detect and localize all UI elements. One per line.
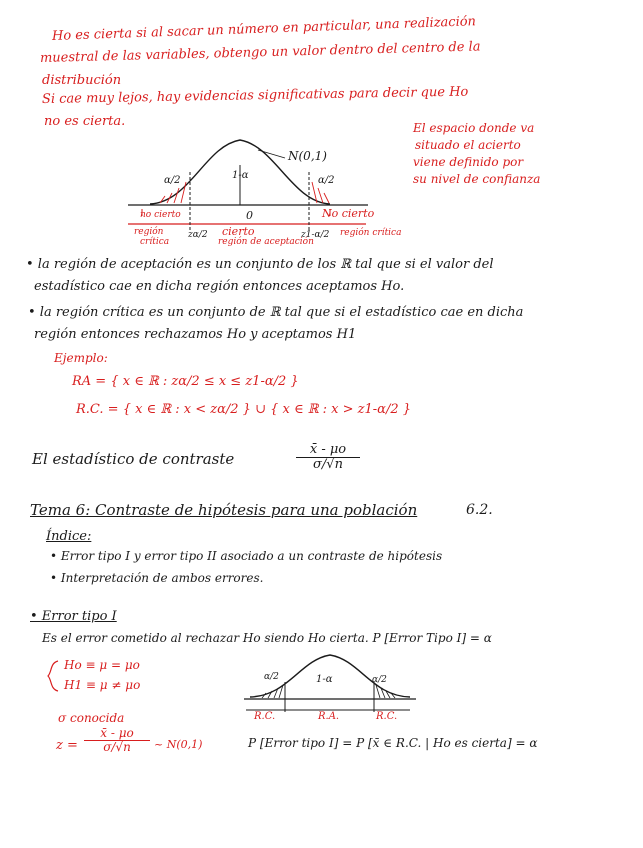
side-note-line-3: viene definido por xyxy=(413,155,524,169)
rc-left-label: R.C. xyxy=(254,711,276,722)
error1-heading: • Error tipo I xyxy=(30,609,117,624)
region-aceptacion-label: región de aceptación xyxy=(218,237,314,247)
no-cierto-right: No cierto xyxy=(322,207,375,220)
z-lhs: z = xyxy=(56,738,78,753)
top-note-line-4: Si cae muy lejos, hay evidencias significativas para decir que Ho xyxy=(41,84,469,107)
statistic-numerator: x̄ - μo xyxy=(309,442,347,457)
indice-label: Índice: xyxy=(46,529,92,544)
bullet-2-line-1: • la región crítica es un conjunto de ℝ tal que si el estadístico cae en dicha xyxy=(28,305,524,320)
cierto-label: cierto xyxy=(222,225,255,238)
top-note-line-1: Ho es cierta si al sacar un número en particular, una realización xyxy=(51,14,477,44)
indice-item-2: • Interpretación de ambos errores. xyxy=(50,571,264,585)
ra-label: R.A. xyxy=(318,711,340,722)
error1-probability: P [Error tipo I] = P [x̄ ∈ R.C. | Ho es cierta] = α xyxy=(248,736,538,750)
indice-item-1: • Error tipo I y error tipo II asociado a un contraste de hipótesis xyxy=(50,549,443,563)
statistic-denominator: σ/√n xyxy=(296,457,360,472)
h0-line: Ho ≡ μ = μo xyxy=(64,658,140,672)
tema-number: 6.2. xyxy=(466,502,493,518)
tema-title: Tema 6: Contraste de hipótesis para una población xyxy=(30,501,418,519)
sigma-known: σ conocida xyxy=(58,711,125,725)
z-distribution: ~ N(0,1) xyxy=(154,738,203,751)
dist-label-1: N(0,1) xyxy=(288,149,327,163)
z-right-label: z1-α/2 xyxy=(301,230,330,240)
side-note-line-4: su nivel de confianza xyxy=(413,172,541,186)
left-tail-label-1: α/2 xyxy=(164,175,181,186)
example-ra: RA = { x ∈ ℝ : zα/2 ≤ x ≤ z1-α/2 } xyxy=(72,374,299,389)
bullet-1-line-2: estadístico cae en dicha región entonces aceptamos Ho. xyxy=(34,279,405,294)
error1-definition: Es el error cometido al rechazar Ho siendo Ho cierta. P [Error Tipo I] = α xyxy=(42,631,492,645)
bullet-2-line-2: región entonces rechazamos Ho y aceptamos H1 xyxy=(34,327,357,342)
center-label-2: 1-α xyxy=(316,674,333,685)
example-label: Ejemplo: xyxy=(54,351,108,365)
side-note-line-2: situado el acierto xyxy=(415,138,521,152)
zero-label: 0 xyxy=(246,209,253,222)
right-tail-label-2: α/2 xyxy=(372,675,387,685)
top-note-line-3: distribución xyxy=(42,73,122,88)
center-label-1: 1-α xyxy=(232,170,249,181)
region-critica-left-2: crítica xyxy=(140,237,170,247)
statistic-label: El estadístico de contraste xyxy=(32,450,235,468)
left-tail-label-2: α/2 xyxy=(264,672,279,682)
no-cierto-left: no cierto xyxy=(140,210,181,220)
top-note-line-5: no es cierta. xyxy=(44,114,126,129)
example-rc: R.C. = { x ∈ ℝ : x < zα/2 } ∪ { x ∈ ℝ : x > z1-α/2 } xyxy=(76,402,411,417)
region-critica-left-1: región xyxy=(134,227,164,237)
side-note-line-1: El espacio donde va xyxy=(413,121,535,135)
bullet-1-line-1: • la región de aceptación es un conjunto de los ℝ tal que si el valor del xyxy=(26,257,494,272)
region-critica-right: región crítica xyxy=(340,228,402,238)
z-left-label: zα/2 xyxy=(188,230,208,240)
rc-right-label: R.C. xyxy=(376,711,398,722)
top-note-line-2: muestral de las variables, obtengo un valor dentro del centro de la xyxy=(39,39,481,66)
h1-line: H1 ≡ μ ≠ μo xyxy=(64,678,141,692)
z-denominator: σ/√n xyxy=(84,740,150,754)
z-numerator: x̄ - μo xyxy=(100,726,134,740)
right-tail-label-1: α/2 xyxy=(318,175,335,186)
